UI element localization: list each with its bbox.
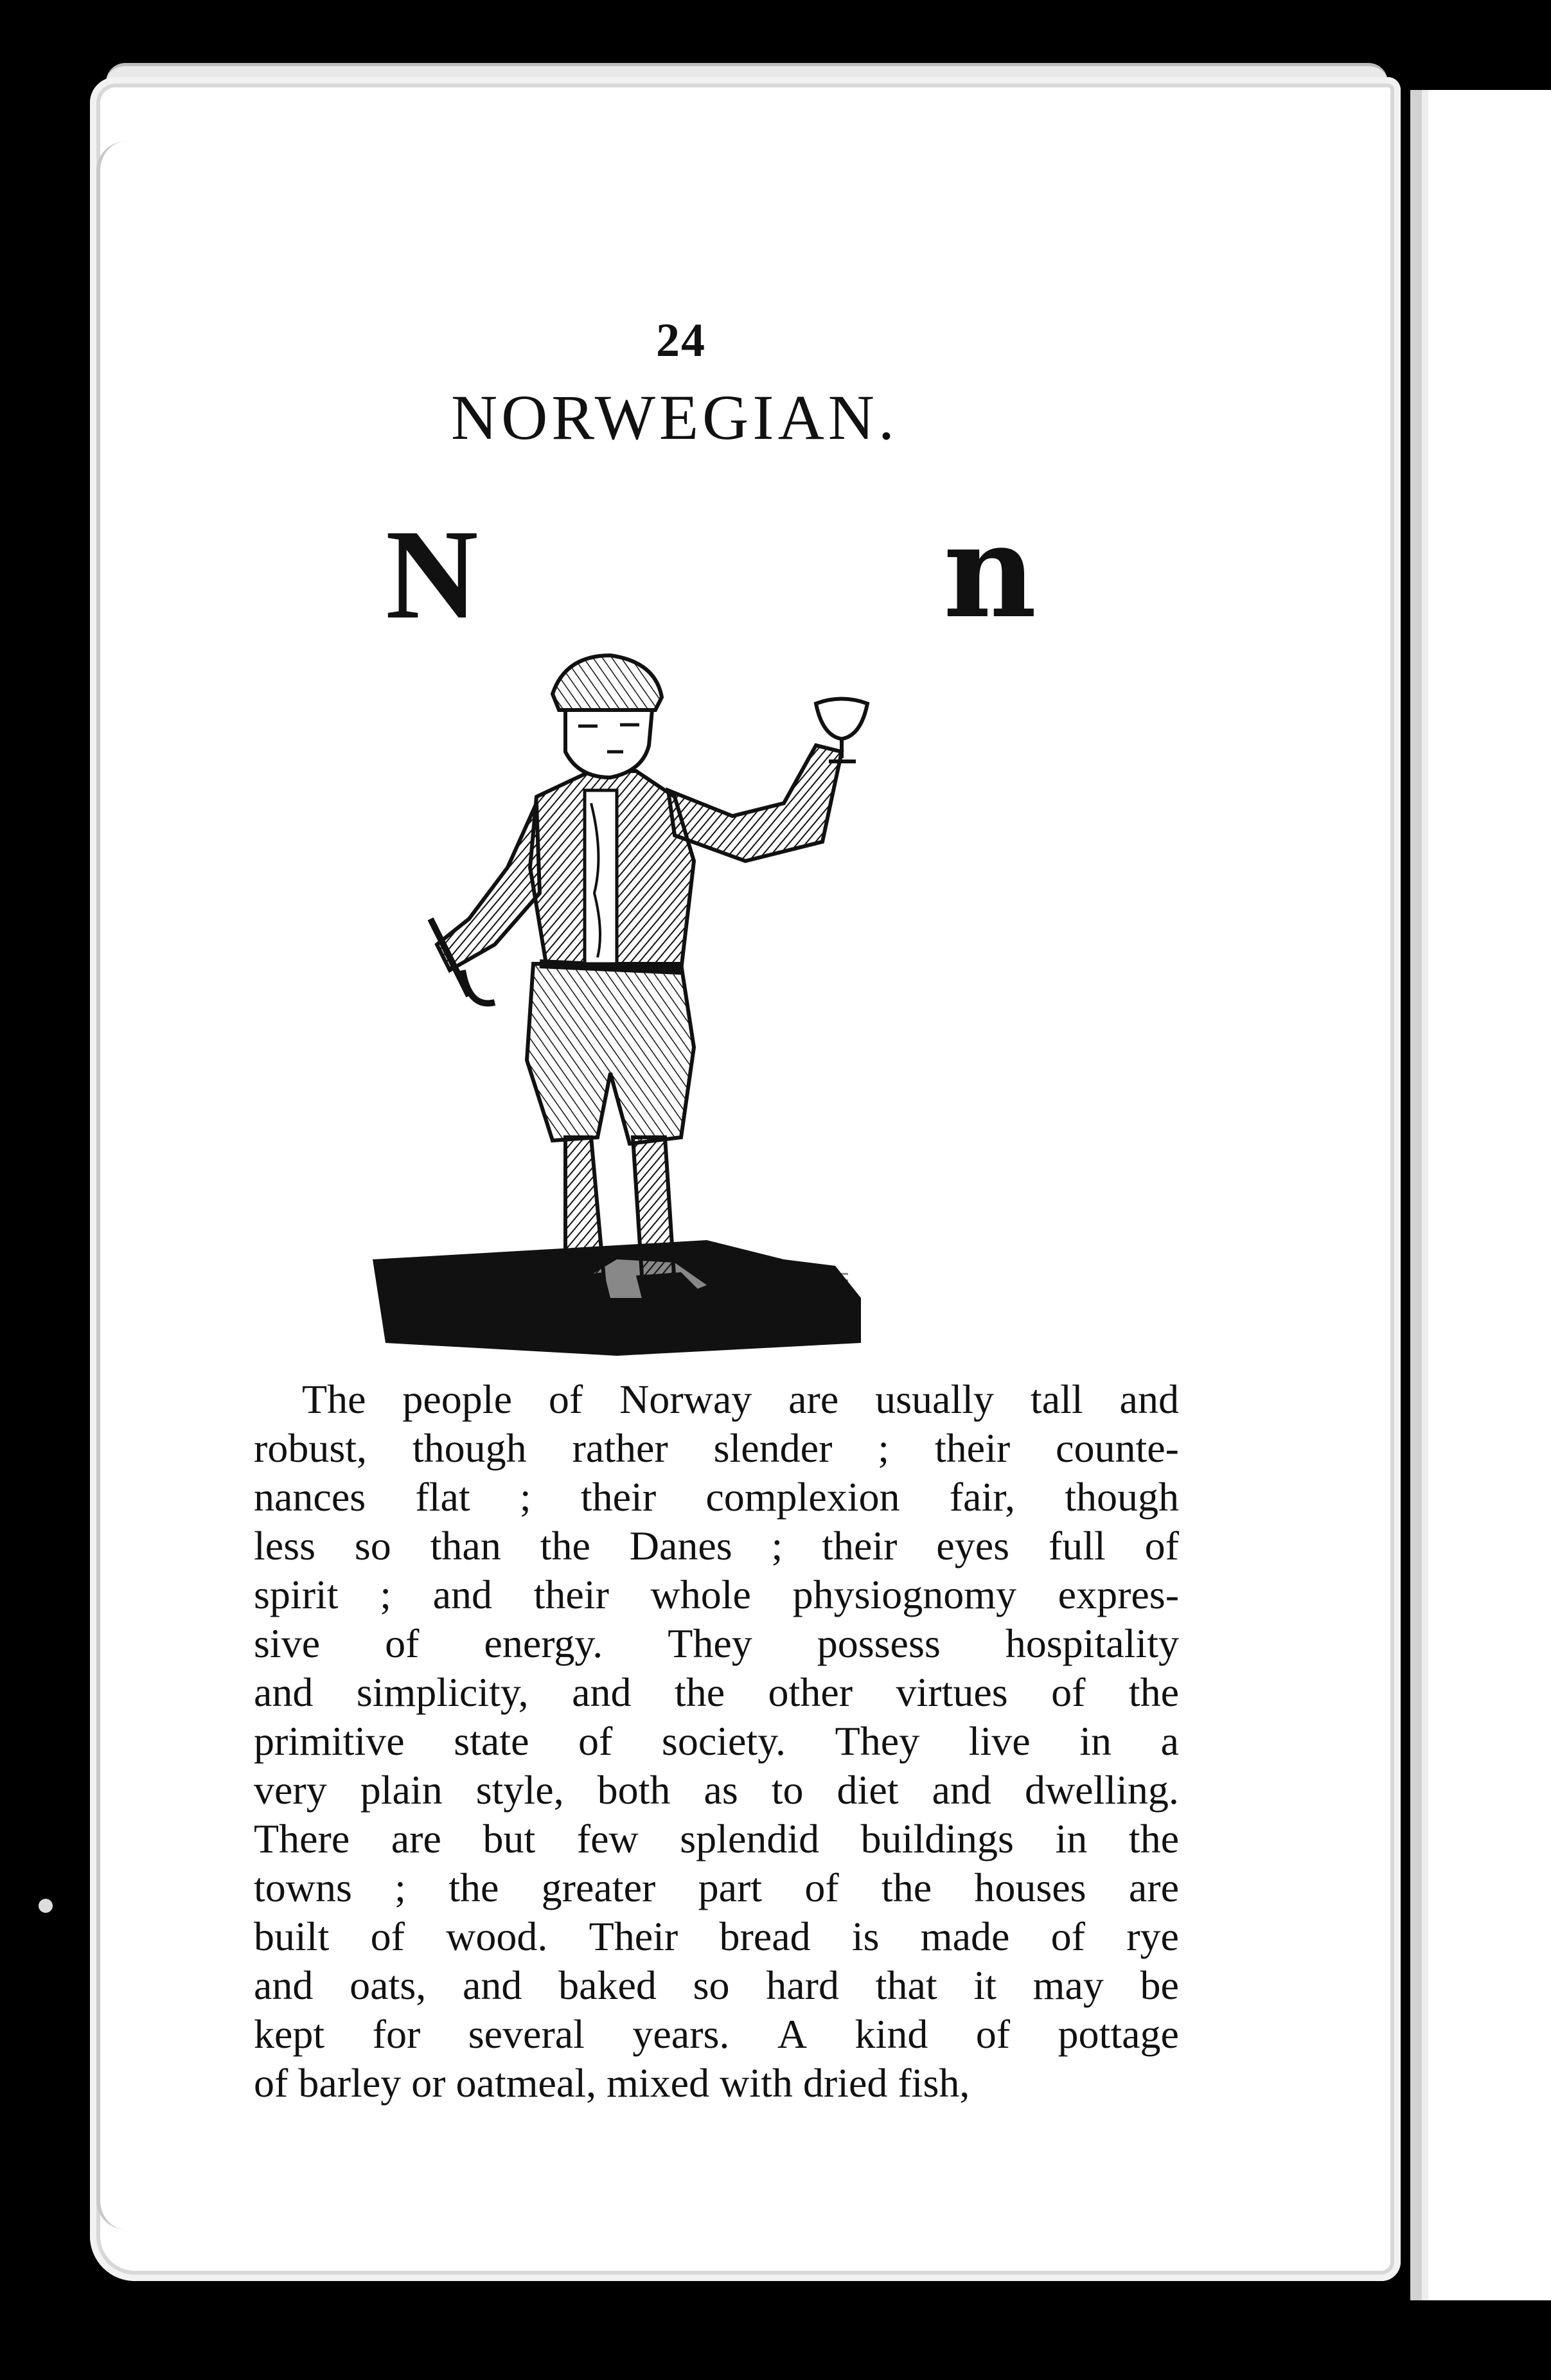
- word: physiognomy: [792, 1572, 1017, 1617]
- word: fair,: [949, 1474, 1015, 1520]
- word: houses: [974, 1865, 1086, 1910]
- word: splendid: [680, 1816, 820, 1861]
- word: style,: [475, 1767, 564, 1813]
- word: in: [1055, 1816, 1088, 1861]
- word: in: [1079, 1718, 1112, 1764]
- word: it: [973, 1962, 997, 2008]
- word: nances: [254, 1474, 366, 1520]
- text-line: [254, 1961, 1179, 2010]
- word: and: [254, 1962, 314, 2008]
- word: usually: [875, 1376, 995, 1422]
- word: towns: [254, 1865, 352, 1910]
- text-line: [254, 1522, 1179, 1570]
- word: the: [1128, 1816, 1179, 1861]
- word: to: [771, 1767, 804, 1813]
- word: simplicity,: [356, 1669, 529, 1715]
- word: so: [354, 1523, 391, 1568]
- word: There: [254, 1816, 350, 1861]
- word: is: [851, 1914, 880, 1959]
- word: pottage: [1058, 2011, 1179, 2057]
- word: counte-: [1056, 1425, 1179, 1471]
- word: of: [804, 1865, 839, 1910]
- word: are: [391, 1816, 441, 1861]
- word: robust,: [254, 1425, 367, 1471]
- word: the: [674, 1669, 725, 1715]
- text-line: [254, 1375, 1179, 1424]
- word: and: [432, 1572, 492, 1617]
- word: people: [402, 1376, 512, 1422]
- word: though: [412, 1425, 527, 1471]
- word: ;: [380, 1572, 391, 1617]
- word: of: [1051, 1669, 1086, 1715]
- letter-uppercase: N: [386, 504, 479, 646]
- word: kept: [254, 2011, 325, 2057]
- text-line: of barley or oatmeal, mixed with dried fish,: [254, 2060, 970, 2106]
- word: and: [254, 1669, 314, 1715]
- word: buildings: [860, 1816, 1014, 1861]
- word: sive: [254, 1621, 321, 1666]
- word: full: [1048, 1523, 1106, 1568]
- word: their: [580, 1474, 657, 1520]
- word: complexion: [705, 1474, 900, 1520]
- word: very: [254, 1767, 327, 1813]
- word: several: [468, 2011, 585, 2057]
- word: oats,: [350, 1962, 427, 2008]
- word: and: [1119, 1376, 1179, 1422]
- word: are: [788, 1376, 839, 1422]
- word: part: [698, 1865, 763, 1910]
- word: the: [1128, 1669, 1179, 1715]
- text-line: [254, 2010, 1179, 2059]
- word: and: [462, 1962, 522, 2008]
- word: and: [572, 1669, 632, 1715]
- word: possess: [817, 1621, 941, 1666]
- word: of: [1144, 1523, 1179, 1568]
- text-line: [254, 1717, 1179, 1766]
- word: a: [1160, 1718, 1179, 1764]
- word: dwelling.: [1024, 1767, 1179, 1813]
- word: be: [1140, 1962, 1179, 2008]
- word: They: [668, 1621, 752, 1666]
- word: less: [254, 1523, 315, 1568]
- word: but: [483, 1816, 536, 1861]
- word: of: [385, 1621, 420, 1666]
- word: greater: [541, 1865, 656, 1910]
- text-line: [254, 1424, 1179, 1473]
- word: Danes: [629, 1523, 732, 1568]
- word: than: [430, 1523, 501, 1568]
- word: ;: [878, 1425, 890, 1471]
- word: both: [597, 1767, 671, 1813]
- word: may: [1033, 1962, 1104, 2008]
- word: tall: [1030, 1376, 1083, 1422]
- word: the: [881, 1865, 932, 1910]
- word: baked: [558, 1962, 657, 2008]
- word: of: [975, 2011, 1011, 2057]
- word: wood.: [446, 1914, 548, 1959]
- word: state: [454, 1718, 529, 1764]
- word: Norway: [619, 1376, 752, 1422]
- word: ;: [771, 1523, 783, 1568]
- body-paragraph: [254, 1375, 1179, 2108]
- word: bread: [719, 1914, 811, 1959]
- word: as: [704, 1767, 738, 1813]
- text-line: [254, 1570, 1179, 1619]
- word: live: [968, 1718, 1031, 1764]
- page-number: 24: [656, 314, 706, 367]
- word: expres-: [1058, 1572, 1179, 1617]
- text-line: [254, 1863, 1179, 1912]
- word: energy.: [484, 1621, 603, 1666]
- word: few: [576, 1816, 639, 1861]
- word: society.: [661, 1718, 786, 1764]
- word: that: [875, 1962, 937, 2008]
- word: hard: [766, 1962, 839, 2008]
- word: of: [578, 1718, 613, 1764]
- word: other: [768, 1669, 853, 1715]
- word: of: [1050, 1914, 1085, 1959]
- word: of: [548, 1376, 583, 1422]
- word: their: [533, 1572, 609, 1617]
- paper-speck: [39, 1899, 53, 1913]
- text-line: [254, 1912, 1179, 1961]
- word: built: [254, 1914, 330, 1959]
- word: kind: [855, 2011, 928, 2057]
- word: their: [934, 1425, 1011, 1471]
- word: plain: [360, 1767, 443, 1813]
- text-line: [254, 1815, 1179, 1863]
- word: of: [370, 1914, 405, 1959]
- word: so: [693, 1962, 730, 2008]
- word: ;: [519, 1474, 531, 1520]
- word: made: [920, 1914, 1010, 1959]
- woodcut-illustration: [373, 559, 983, 1362]
- word: rather: [572, 1425, 668, 1471]
- word: eyes: [936, 1523, 1010, 1568]
- word: rye: [1126, 1914, 1179, 1959]
- word: though: [1065, 1474, 1179, 1520]
- page-left-edge: [96, 141, 126, 2230]
- word: The: [302, 1376, 366, 1422]
- word: and: [932, 1767, 991, 1813]
- word: the: [448, 1865, 499, 1910]
- facing-page-edge: [1410, 90, 1551, 2300]
- word: spirit: [254, 1572, 339, 1617]
- word: are: [1128, 1865, 1179, 1910]
- word: A: [777, 2011, 808, 2057]
- word: They: [835, 1718, 920, 1764]
- word: ;: [394, 1865, 406, 1910]
- text-line: [254, 1766, 1179, 1815]
- word: whole: [650, 1572, 751, 1617]
- word: primitive: [254, 1718, 405, 1764]
- word: Their: [589, 1914, 678, 1959]
- page-title: NORWEGIAN.: [450, 382, 899, 453]
- word: hospitality: [1005, 1621, 1179, 1666]
- word: years.: [632, 2011, 730, 2057]
- word: for: [372, 2011, 421, 2057]
- letter-lowercase: n: [943, 496, 1037, 647]
- word: flat: [415, 1474, 470, 1520]
- word: diet: [837, 1767, 899, 1813]
- text-line: [254, 1473, 1179, 1522]
- word: slender: [713, 1425, 833, 1471]
- word: the: [540, 1523, 590, 1568]
- text-line: [254, 1668, 1179, 1717]
- text-line: [254, 1619, 1179, 1668]
- word: virtues: [896, 1669, 1008, 1715]
- word: their: [822, 1523, 898, 1568]
